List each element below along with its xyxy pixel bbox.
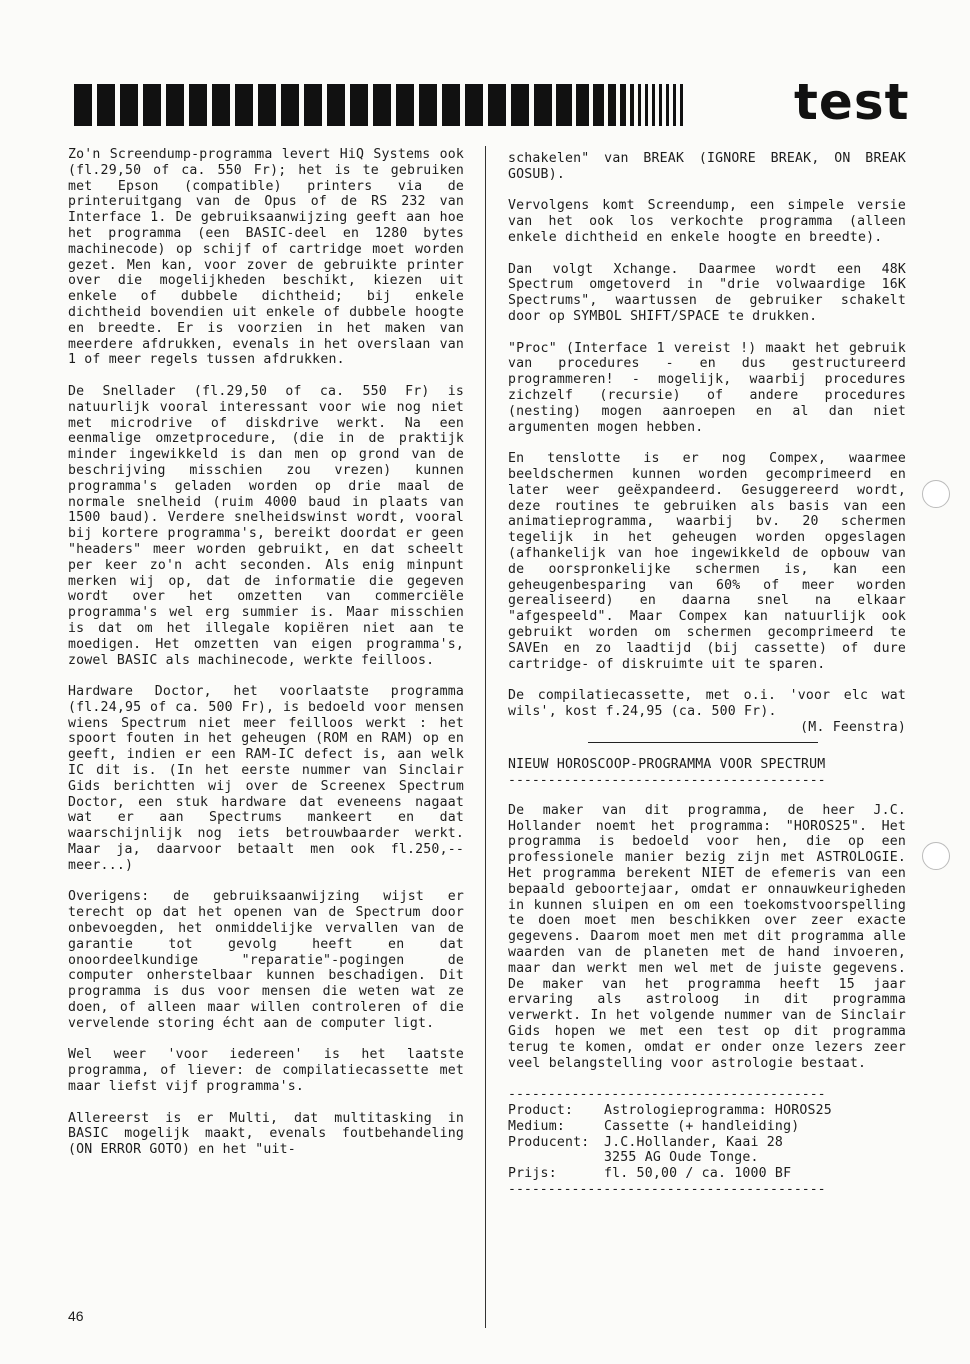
paragraph: De Snellader (fl.29,50 of ca. 550 Fr) is natuurlijk vooral interessant voor wie nog niet met microdrive of diskdrive werkt. Na een eenmalige omzetprocedure, (die in de praktijk minder ingewikkeld is dan men op grond van de beschrijving misschien zou vrezen) kunnen programma's geladen worden op drie maal de normale snelheid (ruim 4000 baud in plaats van 1500 baud). Verdere snelheidswinst wordt, vooral bij kortere programma's, bereikt doordat er geen "headers" meer worden gebruikt, en dat scheelt per keer zo'n acht seconden. Als enig minpunt merken wij op, dat de informatie die gegeven wordt over het omzetten van commerciële programma's wel erg summier is. Maar misschien is dat om het illegale kopiëren niet aan te moedigen. Het omzetten van eigen programma's, zowel BASIC als machinecode, werkte feilloos. bbox=[68, 383, 464, 668]
spec-value: fl. 50,00 / ca. 1000 BF bbox=[604, 1166, 792, 1182]
spec-key: Producent: bbox=[508, 1134, 590, 1150]
header-pattern-block bbox=[638, 84, 641, 126]
header-pattern-block bbox=[419, 84, 437, 126]
spec-row bbox=[508, 1166, 906, 1182]
paragraph: Hardware Doctor, het voorlaatste programma (fl.24,95 of ca. 500 Fr), is bedoeld voor mensen wiens Spectrum niet meer feilloos werkt : het spoort fouten in het geheugen (ROM en RAM) op en geeft, indien er een RAM-IC defect is, aan welk IC dit is. (In het eerste nummer van Sinclair Gids berichtten wij over de Screenex Spectrum Doctor, een stuk hardware dat eveneens nagaat wat er aan Spectrums mankeert en dat waarschijnlijk nog iets betrouwbaarder werkt. Maar ja, daarvoor betaalt men ook fl.250,-- meer...) bbox=[68, 684, 464, 873]
paragraph: Zo'n Screendump-programma levert HiQ Systems ook (fl.29,50 of ca. 550 Fr); het is te gebruiken met Epson (compatible) printers via de printeruitgang van de Opus of de RS 232 van Interface 1. De gebruiksaanwijzing geeft aan hoe het programma (een BASIC-deel en 1280 bytes machinecode) op schijf of cartridge moet worden gezet. Men kan, voor zover de gebruikte printer over die mogelijkheden beschikt, kiezen uit enkele of dubbele dichtheid; bij enkele dichtheid bovendien uit enkele of dubbele hoogte en breedte. Er is voorzien in het maken van meerdere afdrukken, evenals in het overslaan van 1 of meer regels tussen afdrukken. bbox=[68, 147, 464, 368]
punch-hole bbox=[922, 842, 950, 870]
spec-value: 3255 AG Oude Tonge. bbox=[604, 1150, 759, 1166]
spec-key: Prijs: bbox=[508, 1166, 557, 1182]
spec-key: Product: bbox=[508, 1103, 574, 1119]
header-pattern-block bbox=[304, 84, 322, 126]
header-pattern-block bbox=[511, 84, 529, 126]
spec-row bbox=[508, 1135, 906, 1151]
header-pattern-block bbox=[593, 84, 604, 126]
spec-box bbox=[508, 1103, 906, 1182]
header-pattern-block bbox=[373, 84, 391, 126]
spec-value: Cassette (+ handleiding) bbox=[604, 1118, 800, 1134]
spec-box-bottom-rule: ---------------------------------------- bbox=[508, 1182, 826, 1197]
paragraph: De maker van dit programma, de heer J.C. Hollander noemt het programma: "HOROS25". Het programma is bedoeld voor hen, die op een professionele manier bezig zijn met ASTROLOGIE. Het programma berekent NIET de efemeris van een bepaald geboortejaar, omdat er onnauwkeurigheden in kunnen sluipen en om een toekomstvoorspelling te doen moet men beschikken over zeer exacte gegevens. Daarom moet men met dit programma alle waarden van de planeten met de hand invoeren, maar dan werkt men wel met de juiste gegevens. De maker van het programma heeft 15 jaar ervaring als astroloog in dit programma verwerkt. In het volgende nummer van de Sinclair Gids hopen we met een test op dit programma terug te komen, omdat er onder onze lezers zeer veel belangstelling voor astrologie bestaat. bbox=[508, 802, 906, 1071]
header-pattern-block bbox=[659, 84, 662, 126]
spec-key: Medium: bbox=[508, 1118, 565, 1134]
header-pattern-block bbox=[120, 84, 138, 126]
spec-value: Astrologieprogramma: HOROS25 bbox=[604, 1103, 832, 1119]
header-pattern-block bbox=[235, 84, 253, 126]
header-pattern-block bbox=[556, 84, 572, 126]
header-pattern-block bbox=[666, 84, 669, 126]
left-column bbox=[68, 147, 464, 1174]
paragraph: Overigens: de gebruiksaanwijzing wijst er terecht op dat het openen van de Spectrum door onbevoegden, het onmiddelijke vervallen van de garantie tot gevolg heeft en dat onoordeelkundige "reparatie"-pogingen de computer onherstelbaar kunnen beschadigen. Dit programma is dus voor mensen die weten wat ze doen, of alleen maar willen controleren of die vervelende storing écht aan de computer ligt. bbox=[68, 889, 464, 1031]
spec-box-top-rule: ---------------------------------------- bbox=[508, 1087, 826, 1103]
paragraph: De compilatiecassette, met o.i. 'voor elc wat wils', kost f.24,95 (ca. 500 Fr). bbox=[508, 688, 906, 719]
paragraph: schakelen" van BREAK (IGNORE BREAK, ON BREAK GOSUB). bbox=[508, 151, 906, 182]
section-divider bbox=[588, 742, 818, 743]
header-pattern-block bbox=[442, 84, 460, 126]
spec-row bbox=[508, 1119, 906, 1135]
header-pattern-block bbox=[350, 84, 368, 126]
spec-row bbox=[508, 1103, 906, 1119]
header-pattern-block bbox=[645, 84, 648, 126]
header-pattern-block bbox=[396, 84, 414, 126]
paragraph: Dan volgt Xchange. Daarmee wordt een 48K Spectrum omgetoverd in "drie volwaardige 16K Spectrums", waartussen de gebruiker schakelt door op SYMBOL SHIFT/SPACE te drukken. bbox=[508, 261, 906, 324]
header-pattern-block bbox=[189, 84, 207, 126]
right-column bbox=[508, 151, 906, 1198]
header-pattern-block bbox=[652, 84, 655, 126]
punch-hole bbox=[922, 480, 950, 508]
header-pattern-block bbox=[576, 84, 589, 126]
spec-row bbox=[508, 1150, 906, 1166]
spec-key bbox=[508, 1150, 604, 1166]
header-pattern-block bbox=[680, 84, 683, 126]
header-pattern-block bbox=[608, 84, 616, 126]
header-pattern-block bbox=[97, 84, 115, 126]
paragraph: En tenslotte is er nog Compex, waarmee beeldschermen kunnen worden gecomprimeerd en later weer geëxpandeerd. Gesuggereerd wordt, deze routines te gebruiken als basis van een animatieprogramma, waarbij bv. 20 schermen tegelijk in het geheugen worden opgeslagen (afhankelijk van hoe ingewikkeld de opbouw van de oorspronkelijke schermen is, kan een geheugenbesparing van 60% of meer worden gerealiseerd) en daarna snel na elkaar "afgespeeld". Maar Compex kan natuurlijk ook gebruikt worden om schermen gecomprimeerd te SAVEn en zo laadtijd (bij cassette) of dure cartridge- of diskruimte uit te sparen. bbox=[508, 451, 906, 672]
header-pattern-block bbox=[166, 84, 184, 126]
header-pattern-block bbox=[327, 84, 345, 126]
author-signature: (M. Feenstra) bbox=[800, 720, 906, 736]
paragraph: Wel weer 'voor iedereen' is het laatste programma, of liever: de compilatiecassette met maar liefst vijf programma's. bbox=[68, 1047, 464, 1095]
paragraph: Allereerst is er Multi, dat multitasking in BASIC mogelijk maakt, evenals foutbehandeling (ON ERROR GOTO) en het "uit- bbox=[68, 1110, 464, 1158]
paragraph: "Proc" (Interface 1 vereist !) maakt het gebruik van procedures - en dus gestructureerd programmeren! - mogelijk, waarbij procedures zichzelf (recursie) of andere procedures (nesting) mogen aanroepen en al dan niet argumenten mogen hebben. bbox=[508, 340, 906, 435]
subsection-underline: ---------------------------------------- bbox=[508, 773, 826, 789]
header-pattern-block bbox=[74, 84, 92, 126]
header-pattern-bar bbox=[74, 84, 686, 126]
header-pattern-block bbox=[465, 84, 483, 126]
section-tag: test bbox=[794, 73, 910, 131]
header-pattern-block bbox=[212, 84, 230, 126]
spec-value: J.C.Hollander, Kaai 28 bbox=[604, 1134, 784, 1150]
header-pattern-block bbox=[534, 84, 552, 126]
subsection-title: NIEUW HOROSCOOP-PROGRAMMA VOOR SPECTRUM bbox=[508, 757, 826, 773]
header-pattern-block bbox=[143, 84, 161, 126]
column-divider bbox=[485, 146, 486, 1328]
paragraph: Vervolgens komt Screendump, een simpele versie van het ook los verkochte programma (alleen enkele dichtheid en enkele hoogte en breedte). bbox=[508, 198, 906, 245]
header-pattern-block bbox=[673, 84, 676, 126]
header-pattern-block bbox=[630, 84, 634, 126]
header-pattern-block bbox=[281, 84, 299, 126]
page-number: 46 bbox=[68, 1308, 84, 1324]
header-pattern-block bbox=[620, 84, 626, 126]
header-pattern-block bbox=[488, 84, 506, 126]
header-pattern-block bbox=[258, 84, 276, 126]
